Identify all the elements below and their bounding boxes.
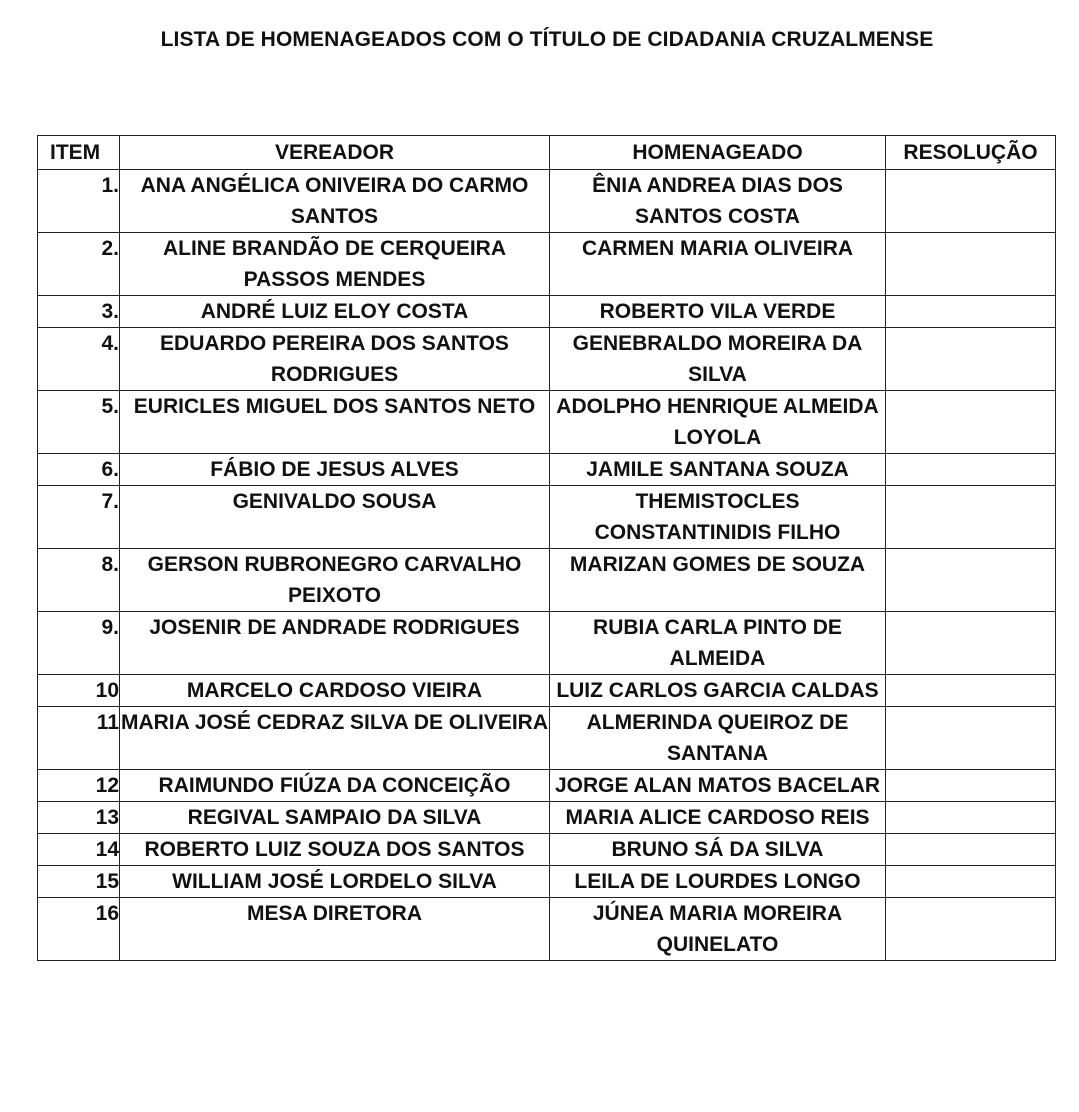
vereador-cell: RAIMUNDO FIÚZA DA CONCEIÇÃO: [120, 770, 550, 802]
homenageado-cell: RUBIA CARLA PINTO DE ALMEIDA: [550, 612, 886, 675]
header-item: ITEM: [38, 136, 120, 170]
homenageado-cell: MARIZAN GOMES DE SOUZA: [550, 549, 886, 612]
homenageado-cell: GENEBRALDO MOREIRA DA SILVA: [550, 328, 886, 391]
homenageado-cell: JAMILE SANTANA SOUZA: [550, 454, 886, 486]
item-number: 12: [38, 770, 120, 802]
vereador-cell: ALINE BRANDÃO DE CERQUEIRA PASSOS MENDES: [120, 233, 550, 296]
homenageado-cell: JÚNEA MARIA MOREIRA QUINELATO: [550, 898, 886, 961]
vereador-cell: ANDRÉ LUIZ ELOY COSTA: [120, 296, 550, 328]
homenageado-cell: MARIA ALICE CARDOSO REIS: [550, 802, 886, 834]
item-number: 10: [38, 675, 120, 707]
item-number: 7.: [38, 486, 120, 549]
resolucao-cell: [886, 612, 1056, 675]
resolucao-cell: [886, 707, 1056, 770]
table-row: [38, 612, 1056, 675]
resolucao-cell: [886, 391, 1056, 454]
vereador-cell: GENIVALDO SOUSA: [120, 486, 550, 549]
vereador-cell: MARCELO CARDOSO VIEIRA: [120, 675, 550, 707]
resolucao-cell: [886, 834, 1056, 866]
table-row: [38, 770, 1056, 802]
table-row: [38, 454, 1056, 486]
vereador-cell: MESA DIRETORA: [120, 898, 550, 961]
resolucao-cell: [886, 675, 1056, 707]
homenageado-cell: ADOLPHO HENRIQUE ALMEIDA LOYOLA: [550, 391, 886, 454]
table-row: [38, 898, 1056, 961]
table-row: [38, 391, 1056, 454]
table-row: [38, 866, 1056, 898]
item-number: 13: [38, 802, 120, 834]
item-number: 15: [38, 866, 120, 898]
resolucao-cell: [886, 898, 1056, 961]
vereador-cell: MARIA JOSÉ CEDRAZ SILVA DE OLIVEIRA: [120, 707, 550, 770]
resolucao-cell: [886, 454, 1056, 486]
vereador-cell: JOSENIR DE ANDRADE RODRIGUES: [120, 612, 550, 675]
vereador-cell: GERSON RUBRONEGRO CARVALHO PEIXOTO: [120, 549, 550, 612]
resolucao-cell: [886, 770, 1056, 802]
resolucao-cell: [886, 296, 1056, 328]
table-header-row: [38, 136, 1056, 170]
resolucao-cell: [886, 866, 1056, 898]
homenageado-cell: LEILA DE LOURDES LONGO: [550, 866, 886, 898]
table-row: [38, 549, 1056, 612]
resolucao-cell: [886, 233, 1056, 296]
item-number: 14: [38, 834, 120, 866]
item-number: 2.: [38, 233, 120, 296]
item-number: 4.: [38, 328, 120, 391]
item-number: 5.: [38, 391, 120, 454]
vereador-cell: EURICLES MIGUEL DOS SANTOS NETO: [120, 391, 550, 454]
vereador-cell: ROBERTO LUIZ SOUZA DOS SANTOS: [120, 834, 550, 866]
table-row: [38, 486, 1056, 549]
homenageado-cell: JORGE ALAN MATOS BACELAR: [550, 770, 886, 802]
homenageado-cell: THEMISTOCLES CONSTANTINIDIS FILHO: [550, 486, 886, 549]
item-number: 3.: [38, 296, 120, 328]
resolucao-cell: [886, 170, 1056, 233]
item-number: 11: [38, 707, 120, 770]
homenageado-cell: CARMEN MARIA OLIVEIRA: [550, 233, 886, 296]
vereador-cell: REGIVAL SAMPAIO DA SILVA: [120, 802, 550, 834]
item-number: 1.: [38, 170, 120, 233]
homenageado-cell: ALMERINDA QUEIROZ DE SANTANA: [550, 707, 886, 770]
document-title: LISTA DE HOMENAGEADOS COM O TÍTULO DE CIDADANIA CRUZALMENSE: [160, 28, 934, 51]
homenageado-cell: LUIZ CARLOS GARCIA CALDAS: [550, 675, 886, 707]
vereador-cell: EDUARDO PEREIRA DOS SANTOS RODRIGUES: [120, 328, 550, 391]
homenageado-cell: ÊNIA ANDREA DIAS DOS SANTOS COSTA: [550, 170, 886, 233]
table-row: [38, 834, 1056, 866]
item-number: 8.: [38, 549, 120, 612]
header-resolucao: RESOLUÇÃO: [886, 136, 1056, 170]
table-body: [38, 170, 1056, 961]
vereador-cell: WILLIAM JOSÉ LORDELO SILVA: [120, 866, 550, 898]
table-row: [38, 707, 1056, 770]
table-row: [38, 296, 1056, 328]
item-number: 16: [38, 898, 120, 961]
item-number: 6.: [38, 454, 120, 486]
vereador-cell: ANA ANGÉLICA ONIVEIRA DO CARMO SANTOS: [120, 170, 550, 233]
table-row: [38, 170, 1056, 233]
vereador-cell: FÁBIO DE JESUS ALVES: [120, 454, 550, 486]
header-homenageado: HOMENAGEADO: [550, 136, 886, 170]
resolucao-cell: [886, 802, 1056, 834]
item-number: 9.: [38, 612, 120, 675]
table-row: [38, 328, 1056, 391]
homenageado-cell: BRUNO SÁ DA SILVA: [550, 834, 886, 866]
header-vereador: VEREADOR: [120, 136, 550, 170]
resolucao-cell: [886, 486, 1056, 549]
table-row: [38, 675, 1056, 707]
table-row: [38, 802, 1056, 834]
honorees-table: [37, 135, 1056, 961]
table-row: [38, 233, 1056, 296]
resolucao-cell: [886, 549, 1056, 612]
resolucao-cell: [886, 328, 1056, 391]
homenageado-cell: ROBERTO VILA VERDE: [550, 296, 886, 328]
